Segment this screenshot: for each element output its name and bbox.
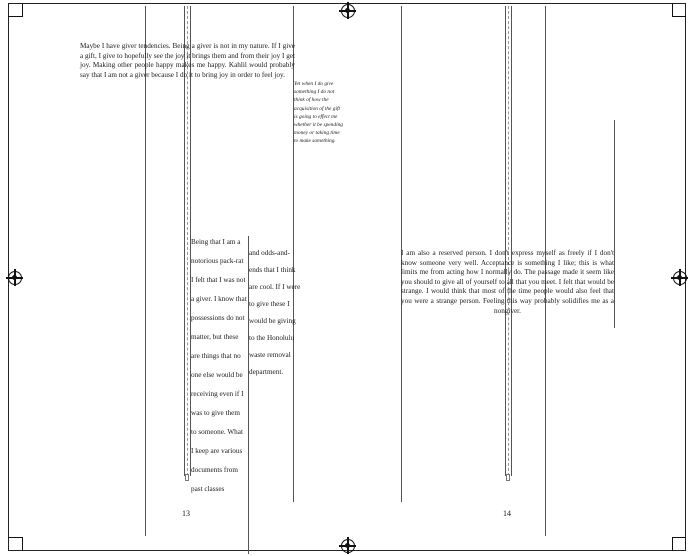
column-b-line: would be giving [249, 317, 296, 325]
registration-mark-top-icon [341, 4, 355, 18]
column-handle-icon[interactable] [506, 474, 510, 481]
column-b-line: are cool. If I were [249, 283, 301, 291]
right-page-main-paragraph: I am also a reserved person. I don't express myself as freely if I don't know someone very well. Acceptance is something I like; this is what limits me from acting how I normally do. The passage made it seem like you should to give all of yourself to all that you meet. I felt that would be strange. I would think that most of the time people would also feel that you were a strange person. Feeling this way probably solidifies me as a nongiver. [401, 249, 614, 315]
column-a-line: documents from [191, 466, 238, 474]
column-handle-icon[interactable] [185, 474, 189, 481]
crop-mark-top-right-icon [672, 16, 686, 17]
column-b-line: department. [249, 368, 284, 376]
registration-mark-right-icon [673, 271, 687, 285]
crop-mark-vertical-right-icon [672, 3, 673, 17]
column-a-line: notorious pack-rat [191, 257, 244, 265]
left-page-side-note: Yet when I do give something I do not think of how the acquisition of the gift is going to effect me whether it be spending money or taking time to make something. [294, 81, 343, 145]
left-page-column-a [191, 238, 248, 504]
crop-mark-vertical-bottom-right-icon [672, 537, 673, 551]
column-a-line: one else would be [191, 371, 243, 379]
column-a-line: was to give them [191, 409, 240, 417]
left-page-number: 13 [182, 509, 190, 518]
column-b-line: and odds-and- [249, 249, 290, 257]
left-page-column-b [249, 249, 305, 385]
column-a-line: receiving even if I [191, 390, 244, 398]
column-b-line: to the Honolulu [249, 334, 295, 342]
column-a-line: matter, but these [191, 333, 239, 341]
column-b-line: ends that I think [249, 266, 296, 274]
guide-line [511, 6, 512, 476]
crop-mark-bottom-left-icon [8, 537, 22, 538]
registration-mark-left-icon [8, 271, 22, 285]
left-page-main-paragraph: Maybe I have giver tendencies. Being a giver is not in my nature. If I give a gift, I give to hopefully see the joy it brings them and from their joy I get joy. Making other people happy makes me happy. Kahlil would probably say that I am not a giver because I do it to bring joy in order to feel joy. [80, 42, 295, 79]
guide-line [145, 6, 146, 536]
column-a-line: I felt that I was not [191, 276, 246, 284]
guide-line-dashed [508, 6, 510, 476]
crop-mark-vertical-left-icon [22, 3, 23, 17]
crop-mark-top-left-icon [8, 16, 22, 17]
column-a-line: a giver. I know that [191, 295, 247, 303]
right-page-number: 14 [503, 509, 511, 518]
column-b-line: waste removal [249, 351, 291, 359]
guide-line [505, 6, 506, 476]
column-a-line: I keep are various [191, 447, 243, 455]
column-b-line: to give these I [249, 300, 290, 308]
column-a-line: possessions do not [191, 314, 245, 322]
column-a-line: past classes [191, 485, 225, 493]
crop-mark-bottom-right-icon [672, 537, 686, 538]
column-a-line: to someone. What [191, 428, 243, 436]
guide-line [614, 120, 615, 328]
crop-mark-vertical-bottom-left-icon [22, 537, 23, 551]
column-a-line: are things that no [191, 352, 241, 360]
registration-mark-bottom-icon [341, 539, 355, 553]
column-a-line: Being that I am a [191, 238, 241, 246]
